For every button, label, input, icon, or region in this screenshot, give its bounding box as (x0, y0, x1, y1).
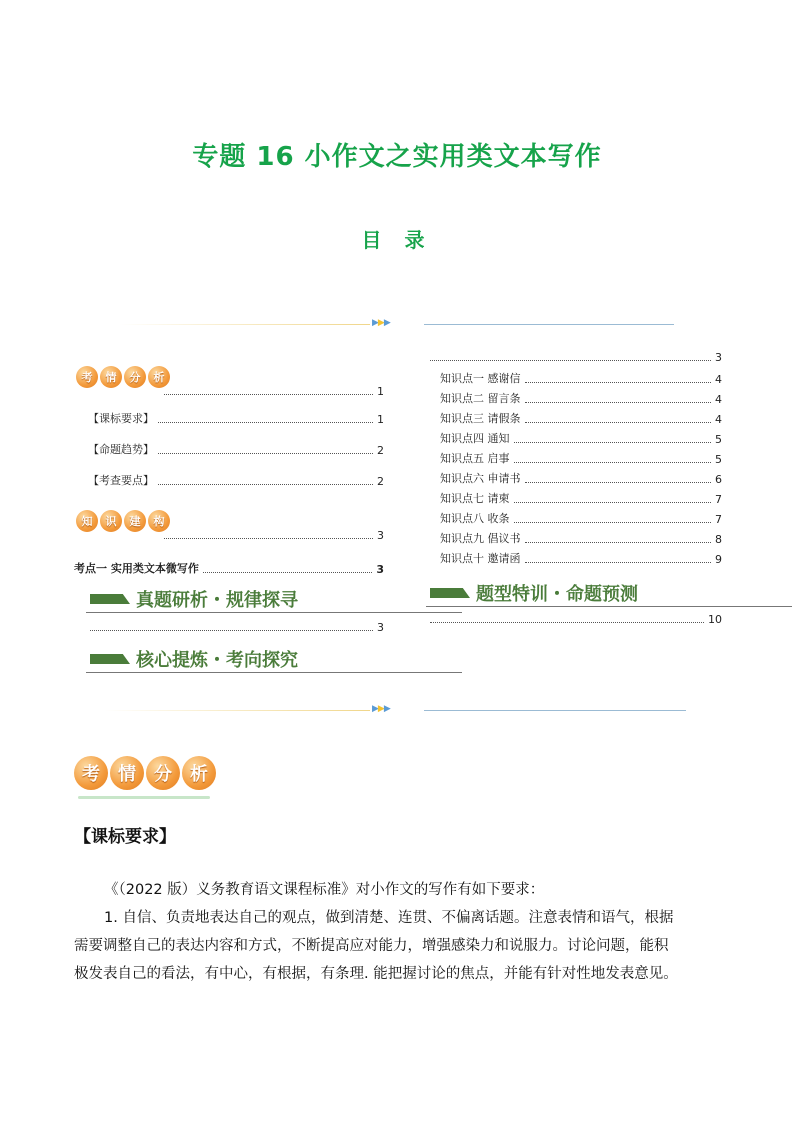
head-hexin-underline (86, 672, 462, 673)
toc-row-tixing[interactable]: 10 (426, 612, 722, 626)
toc-row-zhenti[interactable]: 3 (86, 620, 384, 634)
badge-zhishi-small (76, 510, 170, 532)
badge-underline (78, 796, 210, 799)
toc-row-kebiao[interactable]: 【课标要求】 1 (88, 412, 384, 426)
paragraph-line-3: 极发表自己的看法，有中心，有根据，有条理. 能把握讨论的焦点，并能有针对性地发表意见。 (74, 966, 678, 982)
toc-row-kaocha[interactable]: 【考查要点】 2 (88, 474, 384, 488)
toc-row-zhishidian-10[interactable]: 知识点十 邀请函 9 (440, 552, 722, 566)
badge-char: 考 (74, 756, 108, 790)
head-hexin: 核心提炼・考向探究 (90, 646, 298, 672)
badge-char: 分 (146, 756, 180, 790)
paragraph-line-2: 需要调整自己的表达内容和方式，不断提高应对能力，增强感染力和说服力。讨论问题，能积 (74, 938, 669, 954)
head-tixing: 题型特训・命题预测 (430, 580, 638, 606)
badge-char: 情 (110, 756, 144, 790)
document-title: 专题 16 小作文之实用类文本写作 (192, 142, 602, 172)
toc-row-kaodian-1[interactable]: 考点一 实用类文本微写作 3 (74, 562, 384, 576)
head-zhenti: 真题研析・规律探寻 (90, 586, 298, 612)
badge-char: 析 (182, 756, 216, 790)
head-zhenti-underline (86, 612, 462, 613)
badge-char: 识 (100, 510, 122, 532)
toc-row-zhishi[interactable]: 3 (160, 528, 384, 542)
toc-row-zhishidian-1[interactable]: 知识点一 感谢信 4 (440, 372, 722, 386)
toc-row-zhishidian-2[interactable]: 知识点二 留言条 4 (440, 392, 722, 406)
separator-right-2 (424, 710, 686, 711)
badge-char: 构 (148, 510, 170, 532)
head-tixing-underline (426, 606, 792, 607)
badge-char: 知 (76, 510, 98, 532)
toc-row-zhishidian-5[interactable]: 知识点五 启事 5 (440, 452, 722, 466)
toc-row-zhishidian-6[interactable]: 知识点六 申请书 6 (440, 472, 722, 486)
toc-row-zhishidian-8[interactable]: 知识点八 收条 7 (440, 512, 722, 526)
toc-row-zhishidian-9[interactable]: 知识点九 倡议书 8 (440, 532, 722, 546)
right-toc-list (440, 366, 722, 566)
green-arrow-icon (90, 594, 130, 604)
separator-arrows-2: ▶▶▶ (372, 704, 390, 714)
toc-row-zhishidian-4[interactable]: 知识点四 通知 5 (440, 432, 722, 446)
separator-right (424, 324, 674, 325)
green-arrow-icon (90, 654, 130, 664)
paragraph-intro: 《（2022 版）义务教育语文课程标准》对小作文的写作有如下要求： (104, 882, 545, 898)
toc-row-kaoqing[interactable]: 1 (160, 384, 384, 398)
toc-row-zhishidian-3[interactable]: 知识点三 请假条 4 (440, 412, 722, 426)
toc-row-zhishidian-7[interactable]: 知识点七 请柬 7 (440, 492, 722, 506)
badge-char: 析 (148, 366, 170, 388)
badge-kaoqing-small (76, 366, 170, 388)
badge-char: 考 (76, 366, 98, 388)
separator-left-2 (104, 710, 370, 711)
separator-left (120, 324, 370, 325)
badge-char: 情 (100, 366, 122, 388)
badge-kaoqing-large (74, 756, 216, 790)
toc-heading: 目 录 (361, 228, 433, 252)
toc-row-hexin-page[interactable]: 3 (426, 350, 722, 364)
paragraph-line-1: 1. 自信、负责地表达自己的观点，做到清楚、连贯、不偏离话题。注意表情和语气，根据 (104, 910, 674, 926)
badge-char: 分 (124, 366, 146, 388)
badge-char: 建 (124, 510, 146, 532)
section-title: 【课标要求】 (74, 827, 176, 847)
green-arrow-icon (430, 588, 470, 598)
separator-arrows: ▶▶▶ (372, 318, 390, 328)
toc-row-mingti[interactable]: 【命题趋势】 2 (88, 443, 384, 457)
